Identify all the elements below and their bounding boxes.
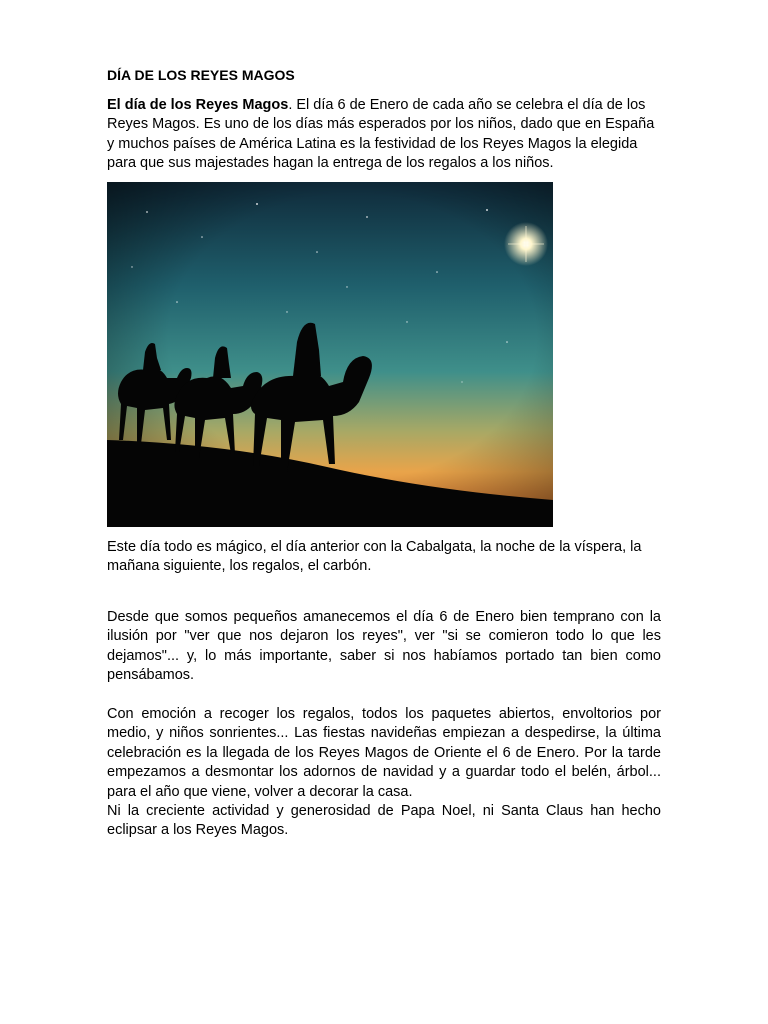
reyes-magos-image	[107, 182, 553, 527]
intro-text: . El día 6 de Enero de cada año se celebra el día de los Reyes Magos. Es uno de los días más esperados por los niños, dado que en España y muchos países de América Latina es la festividad de los Reyes Magos la elegida para que sus majestades hagan la entrega de los regalos a los niños.	[107, 97, 655, 172]
paragraph-3: Con emoción a recoger los regalos, todos los paquetes abiertos, envoltorios por medio, y niños sonrientes... Las fiestas navideñas empiezan a despedirse, la última celebración es la llegada de los Reyes Magos de Oriente el 6 de Enero. Por la tarde empezamos a desmontar los adornos de navidad y a guardar todo el belén, árbol... para el año que viene, volver a decorar la casa.	[107, 706, 661, 800]
intro-paragraph	[107, 96, 661, 174]
paragraph-4: Ni la creciente actividad y generosidad de Papa Noel, ni Santa Claus han hecho eclipsar a los Reyes Magos.	[107, 803, 661, 839]
paragraph-2: Desde que somos pequeños amanecemos el día 6 de Enero bien temprano con la ilusión por "ver que nos dejaron los reyes", ver "si se comieron todo lo que les dejamos"... y, lo más importante, saber si nos habíamos portado tan bien como pensábamos.	[107, 609, 661, 684]
paragraph-1: Este día todo es mágico, el día anterior con la Cabalgata, la noche de la víspera, la mañana siguiente, los regalos, el carbón.	[107, 539, 642, 575]
page-title: DÍA DE LOS REYES MAGOS	[107, 67, 295, 83]
camel-silhouette-illustration	[107, 182, 553, 527]
intro-lead: El día de los Reyes Magos	[107, 97, 289, 113]
